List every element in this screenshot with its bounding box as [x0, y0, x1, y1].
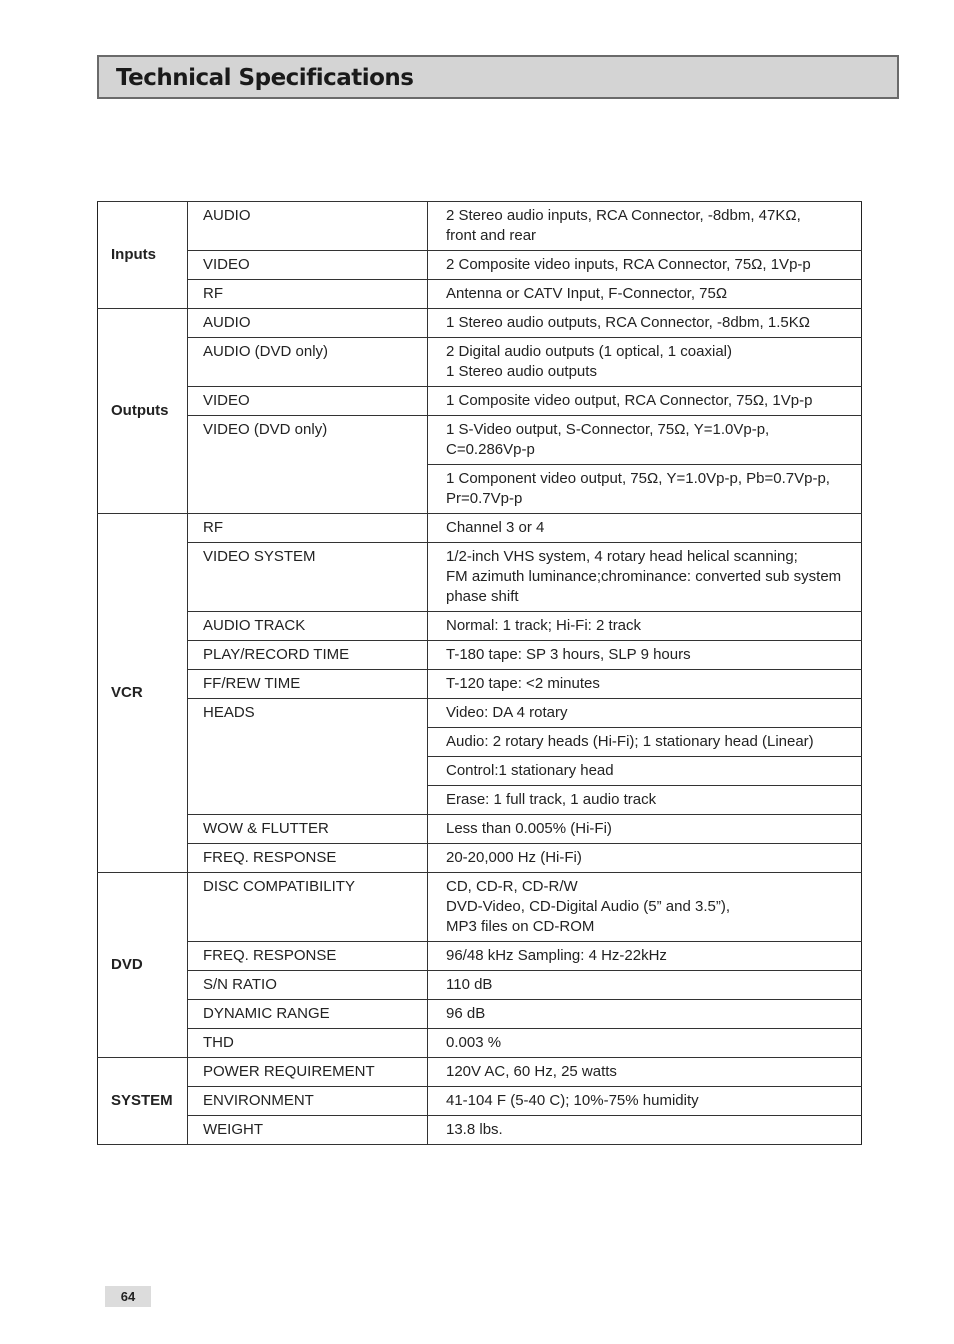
spec-value: 0.003 % — [428, 1029, 862, 1058]
spec-value: 41-104 F (5-40 C); 10%-75% humidity — [428, 1087, 862, 1116]
parameter-label: FF/REW TIME — [188, 670, 428, 699]
parameter-label: VIDEO (DVD only) — [188, 416, 428, 514]
table-row — [98, 1000, 862, 1029]
table-row — [98, 699, 862, 728]
table-row — [98, 1087, 862, 1116]
category-label: DVD — [98, 873, 188, 1058]
parameter-label: VIDEO SYSTEM — [188, 543, 428, 612]
spec-value: 1 Component video output, 75Ω, Y=1.0Vp-p, Pb=0.7Vp-p, Pr=0.7Vp-p — [428, 465, 862, 514]
category-label: Outputs — [98, 309, 188, 514]
spec-value: CD, CD-R, CD-R/W DVD-Video, CD-Digital Audio (5” and 3.5”), MP3 files on CD-ROM — [428, 873, 862, 942]
table-row — [98, 670, 862, 699]
spec-value: 20-20,000 Hz (Hi-Fi) — [428, 844, 862, 873]
spec-value: 2 Stereo audio inputs, RCA Connector, -8dbm, 47KΩ, front and rear — [428, 202, 862, 251]
parameter-label: RF — [188, 514, 428, 543]
table-row — [98, 1029, 862, 1058]
table-row — [98, 1058, 862, 1087]
parameter-label: AUDIO — [188, 309, 428, 338]
spec-value: 1 S-Video output, S-Connector, 75Ω, Y=1.0Vp-p, C=0.286Vp-p — [428, 416, 862, 465]
spec-value: Normal: 1 track; Hi-Fi: 2 track — [428, 612, 862, 641]
spec-value: 96/48 kHz Sampling: 4 Hz-22kHz — [428, 942, 862, 971]
table-row — [98, 942, 862, 971]
specifications-table-body — [98, 202, 862, 1145]
spec-value: T-120 tape: <2 minutes — [428, 670, 862, 699]
table-row — [98, 251, 862, 280]
spec-value: 110 dB — [428, 971, 862, 1000]
parameter-label: AUDIO (DVD only) — [188, 338, 428, 387]
spec-value: 1 Stereo audio outputs, RCA Connector, -8dbm, 1.5KΩ — [428, 309, 862, 338]
table-row — [98, 338, 862, 387]
section-title-bar — [97, 55, 899, 99]
table-row — [98, 309, 862, 338]
spec-value: 2 Composite video inputs, RCA Connector, 75Ω, 1Vp-p — [428, 251, 862, 280]
table-row — [98, 387, 862, 416]
parameter-label: ENVIRONMENT — [188, 1087, 428, 1116]
table-row — [98, 815, 862, 844]
parameter-label: FREQ. RESPONSE — [188, 942, 428, 971]
parameter-label: WOW & FLUTTER — [188, 815, 428, 844]
spec-value: 96 dB — [428, 1000, 862, 1029]
spec-value: Channel 3 or 4 — [428, 514, 862, 543]
table-row — [98, 202, 862, 251]
parameter-label: RF — [188, 280, 428, 309]
parameter-label: DISC COMPATIBILITY — [188, 873, 428, 942]
table-row — [98, 280, 862, 309]
specifications-table — [97, 201, 862, 1145]
table-row — [98, 844, 862, 873]
table-row — [98, 612, 862, 641]
parameter-label: POWER REQUIREMENT — [188, 1058, 428, 1087]
parameter-label: WEIGHT — [188, 1116, 428, 1145]
category-label: VCR — [98, 514, 188, 873]
spec-value: Control:1 stationary head — [428, 757, 862, 786]
spec-value: T-180 tape: SP 3 hours, SLP 9 hours — [428, 641, 862, 670]
spec-value: Audio: 2 rotary heads (Hi-Fi); 1 stationary head (Linear) — [428, 728, 862, 757]
table-row — [98, 641, 862, 670]
category-label: SYSTEM — [98, 1058, 188, 1145]
table-row — [98, 543, 862, 612]
table-row — [98, 416, 862, 465]
parameter-label: AUDIO — [188, 202, 428, 251]
parameter-label: PLAY/RECORD TIME — [188, 641, 428, 670]
table-row — [98, 873, 862, 942]
parameter-label: AUDIO TRACK — [188, 612, 428, 641]
parameter-label: HEADS — [188, 699, 428, 815]
page-number: 64 — [105, 1286, 151, 1307]
spec-value: Erase: 1 full track, 1 audio track — [428, 786, 862, 815]
spec-value: Video: DA 4 rotary — [428, 699, 862, 728]
spec-value: 1/2-inch VHS system, 4 rotary head helical scanning; FM azimuth luminance;chrominance: converted sub system phase shift — [428, 543, 862, 612]
spec-value: 120V AC, 60 Hz, 25 watts — [428, 1058, 862, 1087]
parameter-label: THD — [188, 1029, 428, 1058]
spec-value: Less than 0.005% (Hi-Fi) — [428, 815, 862, 844]
table-row — [98, 514, 862, 543]
spec-value: Antenna or CATV Input, F-Connector, 75Ω — [428, 280, 862, 309]
spec-value: 13.8 lbs. — [428, 1116, 862, 1145]
parameter-label: VIDEO — [188, 251, 428, 280]
parameter-label: S/N RATIO — [188, 971, 428, 1000]
parameter-label: VIDEO — [188, 387, 428, 416]
spec-value: 2 Digital audio outputs (1 optical, 1 coaxial) 1 Stereo audio outputs — [428, 338, 862, 387]
spec-value: 1 Composite video output, RCA Connector, 75Ω, 1Vp-p — [428, 387, 862, 416]
page-title: Technical Specifications — [116, 65, 414, 91]
table-row — [98, 1116, 862, 1145]
category-label: Inputs — [98, 202, 188, 309]
parameter-label: DYNAMIC RANGE — [188, 1000, 428, 1029]
parameter-label: FREQ. RESPONSE — [188, 844, 428, 873]
table-row — [98, 971, 862, 1000]
